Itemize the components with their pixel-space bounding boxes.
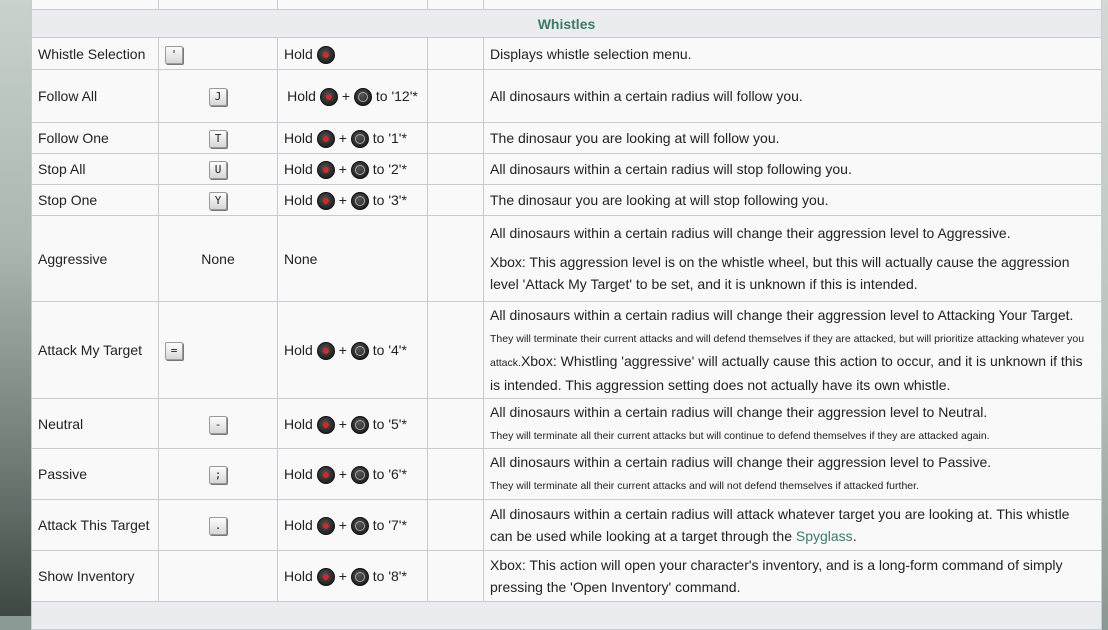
controller-r-button-icon <box>317 192 335 210</box>
controller-r-button-icon <box>320 88 338 106</box>
action-description <box>484 399 1102 449</box>
hold-label: Hold <box>284 568 313 584</box>
plus-sign: + <box>338 568 347 584</box>
controller-r-button-icon <box>317 130 335 148</box>
keyboard-key: - <box>209 416 227 434</box>
table-row <box>32 38 1102 70</box>
plus-sign: + <box>338 415 347 432</box>
action-name: Follow All <box>32 70 159 123</box>
action-description: Xbox: This action will open your character's inventory, and is a long-form command of simply pressing the 'Open Inventory' command. <box>484 551 1102 602</box>
keyboard-key: T <box>209 130 227 148</box>
action-name: Attack My Target <box>32 302 159 399</box>
console-binding <box>278 123 428 154</box>
binding-target: to '2'* <box>372 161 407 177</box>
action-description: All dinosaurs within a certain radius will stop following you. <box>484 154 1102 185</box>
table-row <box>32 399 1102 449</box>
action-description <box>484 500 1102 551</box>
console-binding <box>278 302 428 399</box>
controller-r-button-icon <box>317 568 335 586</box>
console-binding <box>278 551 428 602</box>
description-line: All dinosaurs within a certain radius will change their aggression level to Aggressive. <box>490 225 1011 241</box>
controller-l-stick-icon <box>351 161 369 179</box>
table-row <box>32 123 1102 154</box>
keyboard-key: ; <box>209 466 227 484</box>
table-row <box>32 302 1102 399</box>
plus-sign: + <box>338 130 347 146</box>
console-binding <box>278 70 428 123</box>
description-line: Xbox: This aggression level is on the whistle wheel, but this will actually cause the aggression level 'Attack My Target' to be set, and it is unknown if this is intended. <box>490 254 1070 292</box>
background-left-edge <box>0 0 32 616</box>
action-description <box>484 449 1102 500</box>
controller-l-stick-icon <box>351 192 369 210</box>
table-row <box>32 449 1102 500</box>
description-end: . <box>852 528 857 544</box>
table-row <box>32 185 1102 216</box>
section-header-row <box>32 10 1102 38</box>
controller-r-button-icon <box>317 161 335 179</box>
controller-r-button-icon <box>317 466 335 484</box>
controller-l-stick-icon <box>351 466 369 484</box>
controller-r-button-icon <box>317 342 335 360</box>
console-binding <box>278 500 428 551</box>
action-description: The dinosaur you are looking at will stop following you. <box>484 185 1102 216</box>
binding-target: to '4'* <box>372 342 407 358</box>
description-line: All dinosaurs within a certain radius will attack whatever target you are looking at. This whistle can be used while looking at a target through the <box>490 506 1070 544</box>
binding-target: to '8'* <box>372 568 407 584</box>
section-title: Whistles <box>32 10 1102 38</box>
description-line: All dinosaurs within a certain radius will change their aggression level to Attacking Your Target. <box>490 307 1074 323</box>
action-name: Whistle Selection <box>32 38 159 70</box>
hold-label: Hold <box>284 130 313 146</box>
console-binding <box>278 38 428 70</box>
controller-l-stick-icon <box>351 130 369 148</box>
console-binding <box>278 399 428 449</box>
binding-target: to '12'* <box>375 88 418 104</box>
hold-label: Hold <box>284 161 313 177</box>
plus-sign: + <box>341 88 351 104</box>
plus-sign: + <box>338 161 347 177</box>
plus-sign: + <box>338 192 347 208</box>
controller-l-stick-icon <box>351 342 369 360</box>
description-line: All dinosaurs within a certain radius will change their aggression level to Passive. <box>490 454 992 470</box>
description-small: They will terminate all their current attacks but will continue to defend themselves if they are attacked again. <box>490 429 990 442</box>
action-description <box>484 216 1102 302</box>
action-name: Aggressive <box>32 216 159 302</box>
table-row <box>32 0 1102 10</box>
hold-label: Hold <box>284 45 313 62</box>
binding-target: to '5'* <box>372 415 407 432</box>
action-name: Show Inventory <box>32 551 159 602</box>
table-row <box>32 551 1102 602</box>
hold-label: Hold <box>284 342 313 358</box>
background-right-edge <box>1101 0 1108 616</box>
controller-r-button-icon <box>317 517 335 535</box>
action-name: Stop One <box>32 185 159 216</box>
table-row <box>32 154 1102 185</box>
hold-label: Hold <box>284 192 313 208</box>
keyboard-key: = <box>165 342 183 360</box>
table-row <box>32 70 1102 123</box>
action-description: Displays whistle selection menu. <box>484 38 1102 70</box>
action-name: Neutral <box>32 399 159 449</box>
binding-target: to '7'* <box>372 517 407 533</box>
binding-target: to '1'* <box>372 130 407 146</box>
controller-r-button-icon <box>317 46 335 64</box>
table-row <box>32 216 1102 302</box>
controller-r-button-icon <box>317 416 335 434</box>
keyboard-key: Y <box>209 192 227 210</box>
plus-sign: + <box>338 517 347 533</box>
plus-sign: + <box>338 342 347 358</box>
controller-l-stick-icon <box>351 416 369 434</box>
description-small: They will terminate all their current attacks and will not defend themselves if attacked further. <box>490 480 919 492</box>
action-name: Follow One <box>32 123 159 154</box>
action-name: Attack This Target <box>32 500 159 551</box>
spyglass-link[interactable]: Spyglass <box>795 528 853 544</box>
binding-target: to '6'* <box>372 466 407 482</box>
console-binding <box>278 185 428 216</box>
action-description <box>484 302 1102 399</box>
controller-l-stick-icon <box>351 517 369 535</box>
keyboard-key: U <box>209 161 227 179</box>
action-name: Stop All <box>32 154 159 185</box>
action-description: The dinosaur you are looking at will follow you. <box>484 123 1102 154</box>
console-binding <box>278 154 428 185</box>
description-line: Xbox: Whistling 'aggressive' will actually cause this action to occur, and it is unknown if this is intended. This aggression setting does not actually have its own whistle. <box>490 353 1083 393</box>
console-binding: None <box>278 216 428 302</box>
hold-label: Hold <box>284 415 313 432</box>
keyboard-key: J <box>209 88 227 106</box>
keyboard-key: . <box>209 517 227 535</box>
controller-l-stick-icon <box>351 568 369 586</box>
action-name: Passive <box>32 449 159 500</box>
hold-label: Hold <box>284 466 313 482</box>
keyboard-binding: None <box>159 216 278 302</box>
controls-table <box>31 0 1102 630</box>
controller-l-stick-icon <box>354 88 372 106</box>
console-binding <box>278 449 428 500</box>
hold-label: Hold <box>284 517 313 533</box>
hold-label: Hold <box>287 88 316 104</box>
description-line: All dinosaurs within a certain radius will change their aggression level to Neutral. <box>490 403 988 420</box>
action-description: All dinosaurs within a certain radius will follow you. <box>484 70 1102 123</box>
binding-target: to '3'* <box>372 192 407 208</box>
description-small: They will terminate their current attacks and will defend themselves if they are attacked, but will prioritize attacking whatever you attack. <box>490 333 1085 369</box>
table-row <box>32 500 1102 551</box>
keyboard-key: ' <box>165 46 183 64</box>
plus-sign: + <box>338 466 347 482</box>
